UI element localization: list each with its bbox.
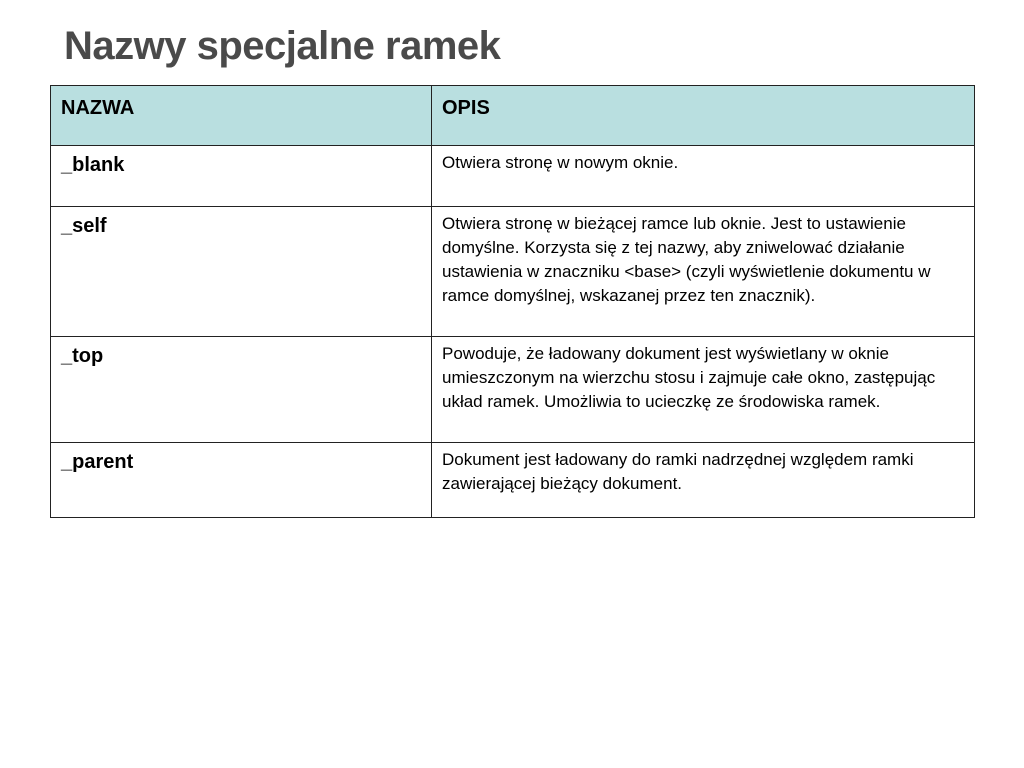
page-title: Nazwy specjalne ramek: [64, 24, 501, 68]
column-header-description: OPIS: [432, 86, 975, 146]
frame-name-cell: _self: [51, 207, 432, 337]
column-header-name: NAZWA: [51, 86, 432, 146]
table-row: [51, 443, 975, 518]
frame-description-cell: Otwiera stronę w bieżącej ramce lub oknie. Jest to ustawienie domyślne. Korzysta się z tej nazwy, aby zniwelować działanie ustawienia w znaczniku <base> (czyli wyświetlenie dokumentu w ramce domyślnej, wskazanej przez ten znacznik).: [432, 207, 975, 337]
frame-description-cell: Powoduje, że ładowany dokument jest wyświetlany w oknie umieszczonym na wierzchu stosu i zajmuje całe okno, zastępując układ ramek. Umożliwia to ucieczkę ze środowiska ramek.: [432, 337, 975, 443]
frame-names-table: [50, 85, 975, 518]
frame-name-cell: _blank: [51, 146, 432, 207]
frame-description-cell: Otwiera stronę w nowym oknie.: [432, 146, 975, 207]
frame-name-cell: _top: [51, 337, 432, 443]
frame-description-cell: Dokument jest ładowany do ramki nadrzędnej względem ramki zawierającej bieżący dokument.: [432, 443, 975, 518]
frame-name-cell: _parent: [51, 443, 432, 518]
table-header-row: [51, 86, 975, 146]
table-row: [51, 146, 975, 207]
table-row: [51, 337, 975, 443]
table-row: [51, 207, 975, 337]
